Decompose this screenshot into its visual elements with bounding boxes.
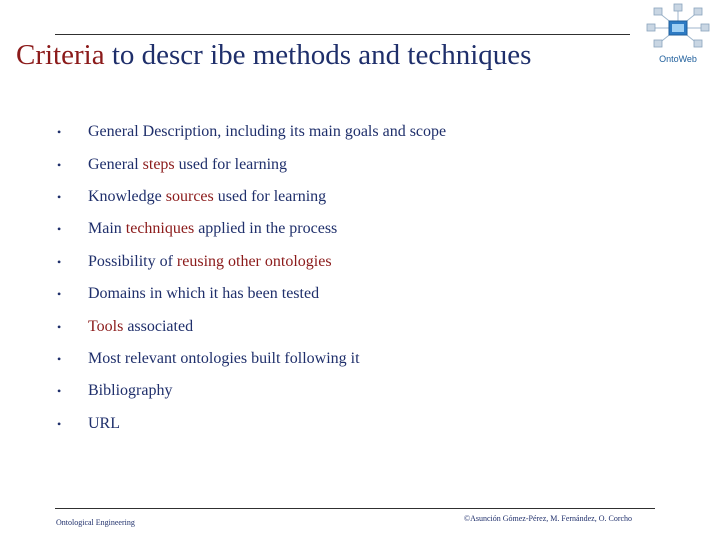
bottom-rule	[55, 508, 655, 509]
logo-label: OntoWeb	[659, 54, 697, 64]
bullet-item	[57, 408, 446, 440]
bullet-text	[88, 318, 193, 336]
bullet-text-plain: General	[88, 155, 143, 173]
footer-right: ©Asunción Gómez-Pérez, M. Fernández, O. Corcho	[464, 514, 633, 523]
bullet-item	[57, 343, 446, 375]
bullet-dot-icon: •	[57, 222, 62, 237]
bullet-text	[88, 285, 319, 303]
bullet-text	[88, 415, 120, 433]
title-highlight: Criteria	[16, 39, 105, 71]
bullet-text-plain: Main	[88, 220, 126, 238]
bullet-item	[57, 213, 446, 245]
bullet-text	[88, 382, 172, 400]
title-rest: to descr ibe methods and techniques	[104, 39, 532, 71]
bullet-text	[88, 156, 287, 174]
bullet-text	[88, 123, 446, 141]
bullet-text	[88, 350, 360, 368]
bullet-dot-icon: •	[57, 319, 62, 334]
bullet-item	[57, 246, 446, 278]
bullet-dot-icon: •	[57, 125, 62, 140]
bullet-text-accent: reusing other ontologies	[176, 252, 332, 270]
criteria-list	[57, 116, 446, 440]
bullet-text-accent: sources	[165, 187, 214, 205]
bullet-item	[57, 148, 446, 180]
bullet-text-accent: steps	[142, 155, 175, 173]
bullet-text-plain: Bibliography	[88, 382, 173, 400]
bullet-item	[57, 278, 446, 310]
bullet-dot-icon: •	[57, 287, 62, 302]
bullet-text-plain: applied in the process	[194, 220, 338, 238]
bullet-text-plain: Knowledge	[88, 187, 166, 205]
bullet-text-plain: Possibility of	[88, 252, 177, 270]
top-rule	[55, 34, 630, 35]
bullet-dot-icon: •	[57, 416, 62, 431]
slide-title	[16, 36, 531, 74]
bullet-item	[57, 181, 446, 213]
bullet-text	[88, 188, 326, 206]
bullet-dot-icon: •	[57, 384, 62, 399]
bullet-text-plain: URL	[88, 414, 120, 432]
bullet-text-plain: used for learning	[174, 155, 288, 173]
bullet-text	[88, 220, 337, 238]
bullet-dot-icon: •	[57, 157, 62, 172]
bullet-dot-icon: •	[57, 254, 62, 269]
bullet-text-plain: General Description, including its main goals and scope	[88, 123, 447, 141]
footer-left: Ontological Engineering	[56, 518, 135, 527]
bullet-text-plain: Most relevant ontologies built following it	[88, 349, 360, 367]
bullet-dot-icon: •	[57, 351, 62, 366]
bullet-item	[57, 375, 446, 407]
bullet-item	[57, 310, 446, 342]
ontoweb-logo	[640, 2, 716, 70]
bullet-text-plain: used for learning	[213, 187, 327, 205]
bullet-text-plain: associated	[123, 317, 194, 335]
network-icon	[640, 2, 716, 54]
bullet-text-accent: Tools	[88, 317, 124, 335]
bullet-dot-icon: •	[57, 189, 62, 204]
bullet-text-accent: techniques	[125, 220, 195, 238]
bullet-item	[57, 116, 446, 148]
bullet-text	[88, 253, 332, 271]
bullet-text-plain: Domains in which it has been tested	[88, 285, 320, 303]
